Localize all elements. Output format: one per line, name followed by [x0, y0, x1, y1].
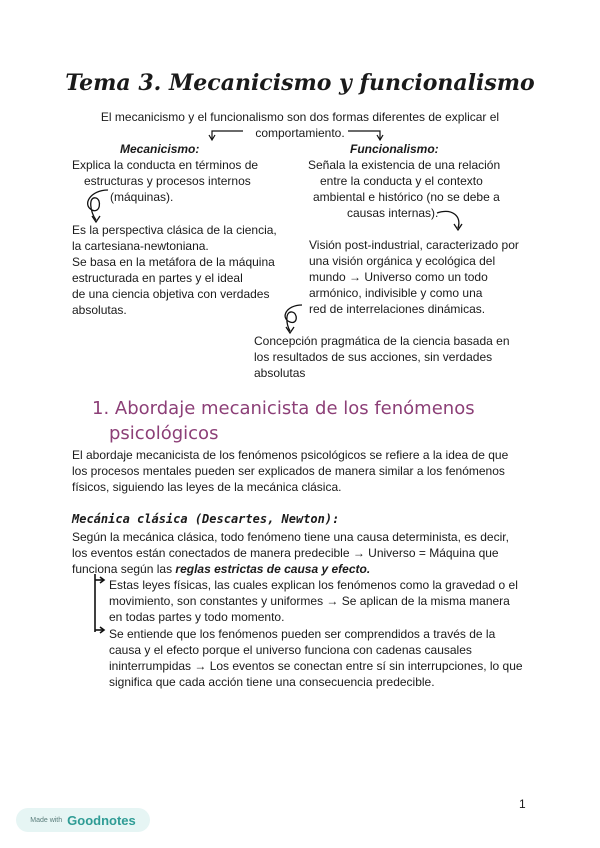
- funcionalismo-def-line-4: causas internas).: [347, 206, 439, 220]
- conclusion-line-3: absolutas: [254, 366, 306, 380]
- bullet-2-line-2: causa y el efecto porque el universo funciona con cadenas causales: [109, 643, 472, 657]
- mecanica-para-line-3: [72, 561, 370, 577]
- intro-line-1: El mecanicismo y el funcionalismo son dos formas diferentes de explicar el: [100, 110, 500, 124]
- badge-prefix: Made with: [30, 816, 63, 824]
- bullet-1-line-2: movimiento, son constantes y uniformes → Se aplican de la misma manera: [109, 594, 510, 608]
- mecanica-heading: Mecánica clásica (Descartes, Newton):: [72, 512, 340, 526]
- mecanica-para-prefix: funciona según las: [72, 562, 176, 576]
- section-1-para-line-2: los procesos mentales pueden ser explicados de manera similar a los fenómenos: [72, 464, 505, 478]
- mecanicismo-body-line-4: estructurada en partes y el ideal: [72, 271, 243, 285]
- mecanicismo-body-line-3: Se basa en la metáfora de la máquina: [72, 255, 275, 269]
- section-1-para-line-1: El abordaje mecanicista de los fenómenos psicológicos se refiere a la idea de que: [72, 448, 509, 462]
- funcionalismo-body-line-3: mundo → Universo como un todo: [309, 270, 488, 284]
- mecanicismo-def-line-2: estructuras y procesos internos: [84, 174, 251, 188]
- funcionalismo-body-line-2: una visión orgánica y ecológica del: [309, 254, 496, 268]
- made-with-goodnotes-badge[interactable]: [16, 808, 150, 832]
- bullet-1-line-1: Estas leyes físicas, las cuales explican los fenómenos como la gravedad o el: [109, 578, 518, 592]
- section-1-heading-line-2: psicológicos: [109, 423, 219, 444]
- section-1-heading-line-1: 1. Abordaje mecanicista de los fenómenos: [92, 398, 475, 419]
- mecanicismo-body-line-5: de una ciencia objetiva con verdades: [72, 287, 270, 301]
- funcionalismo-body-line-1: Visión post-industrial, caracterizado por: [309, 238, 519, 252]
- conclusion-line-2: los resultados de sus acciones, sin verdades: [254, 350, 493, 364]
- page-number: 1: [519, 797, 526, 811]
- conclusion-line-1: Concepción pragmática de la ciencia basada en: [254, 334, 510, 348]
- bullet-1-line-3: en todas partes y todo momento.: [109, 610, 285, 624]
- funcionalismo-body-line-4: armónico, indivisible y como una: [309, 286, 483, 300]
- bullet-2-line-4: significa que cada acción tiene una consecuencia predecible.: [109, 675, 435, 689]
- mecanica-para-bold: reglas estrictas de causa y efecto.: [175, 562, 371, 576]
- mecanicismo-body-line-1: Es la perspectiva clásica de la ciencia,: [72, 223, 277, 237]
- badge-brand: Goodnotes: [67, 812, 136, 828]
- mecanicismo-body-line-6: absolutas.: [72, 303, 127, 317]
- mecanicismo-heading: Mecanicismo:: [120, 142, 200, 156]
- mecanicismo-def-line-1: Explica la conducta en términos de: [72, 158, 259, 172]
- bullet-2-line-1: Se entiende que los fenómenos pueden ser comprendidos a través de la: [109, 627, 496, 641]
- funcionalismo-heading: Funcionalismo:: [350, 142, 439, 156]
- funcionalismo-def-line-3: ambiental e histórico (no se debe a: [313, 190, 500, 204]
- mecanica-para-line-1: Según la mecánica clásica, todo fenómeno tiene una causa determinista, es decir,: [72, 530, 509, 544]
- bullet-2-line-3: ininterrumpidas → Los eventos se conectan entre sí sin interrupciones, lo que: [109, 659, 523, 673]
- section-1-para-line-3: físicos, siguiendo las leyes de la mecánica clásica.: [72, 480, 342, 494]
- mecanicismo-def-line-3: (máquinas).: [110, 190, 174, 204]
- funcionalismo-body-line-5: red de interrelaciones dinámicas.: [309, 302, 486, 316]
- intro-line-2: comportamiento.: [255, 126, 345, 140]
- mecanicismo-body-line-2: la cartesiana-newtoniana.: [72, 239, 209, 253]
- funcionalismo-def-line-1: Señala la existencia de una relación: [308, 158, 501, 172]
- mecanica-para-line-2: los eventos están conectados de manera predecible → Universo = Máquina que: [72, 546, 499, 560]
- funcionalismo-def-line-2: entre la conducta y el contexto: [320, 174, 483, 188]
- page-title: Tema 3. Mecanicismo y funcionalismo: [65, 70, 535, 96]
